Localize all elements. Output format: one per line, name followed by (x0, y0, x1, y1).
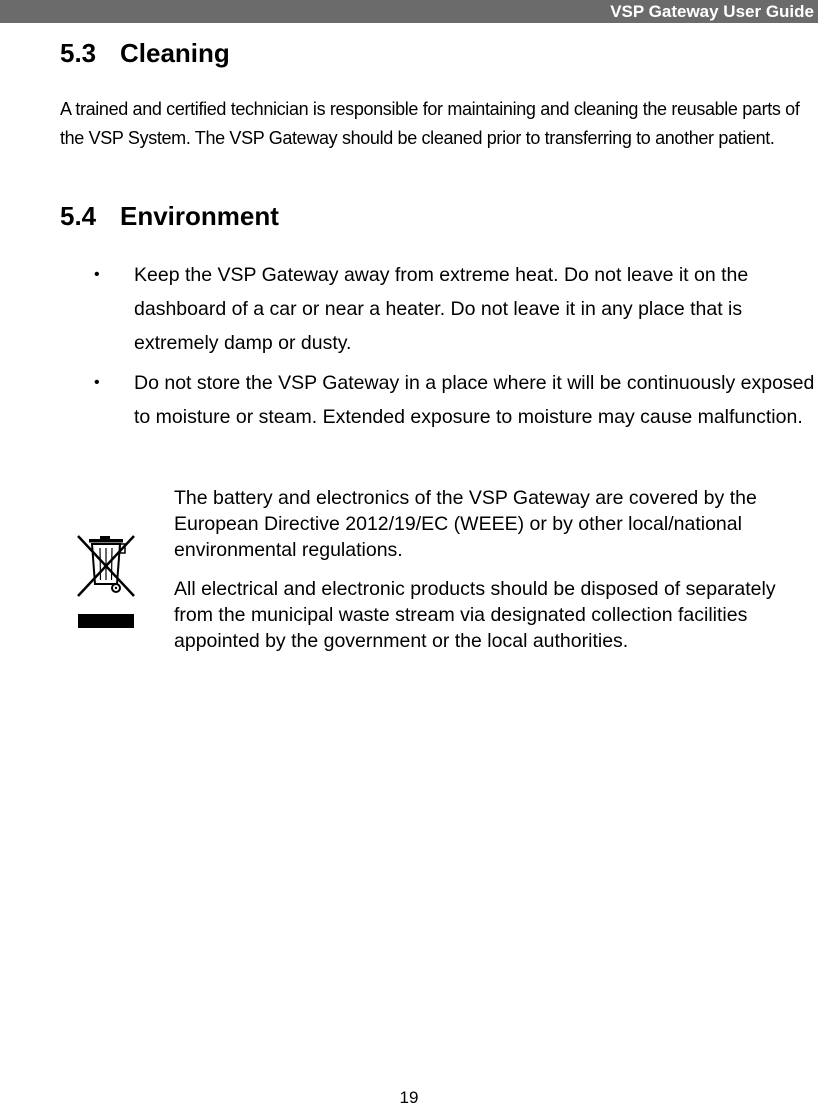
running-header (0, 0, 818, 23)
section-number: 5.3 (60, 38, 97, 68)
bullet-text: Keep the VSP Gateway away from extreme heat. Do not leave it on the dashboard of a car or near a heater. Do not leave it in any place that is extremely damp or dusty. (134, 264, 749, 354)
section-title: Environment (120, 201, 279, 231)
weee-paragraph: The battery and electronics of the VSP Gateway are covered by the European Directive 2012/19/EC (WEEE) or by other local/national environmental regulations. (174, 487, 757, 561)
bullet-text: Do not store the VSP Gateway in a place where it will be continuously exposed to moisture or steam. Extended exposure to moisture may cause malfunction. (134, 372, 815, 428)
section-heading-cleaning (60, 38, 230, 68)
section-number: 5.4 (60, 201, 97, 231)
bullet-icon: • (94, 374, 100, 391)
weee-paragraph: All electrical and electronic products should be disposed of separately from the municipal waste stream via designated collection facilities appointed by the government or the local authorities. (174, 578, 776, 652)
cleaning-paragraph: A trained and certified technician is responsible for maintaining and cleaning the reusable parts of the VSP System. The VSP Gateway should be cleaned prior to transferring to another patient. (60, 99, 800, 148)
page-number: 19 (399, 1088, 419, 1107)
section-heading-environment (60, 201, 279, 231)
bullet-icon: • (94, 266, 100, 283)
document-title: VSP Gateway User Guide (610, 2, 814, 21)
weee-crossed-out-bin-icon (72, 530, 140, 630)
section-title: Cleaning (120, 38, 230, 68)
